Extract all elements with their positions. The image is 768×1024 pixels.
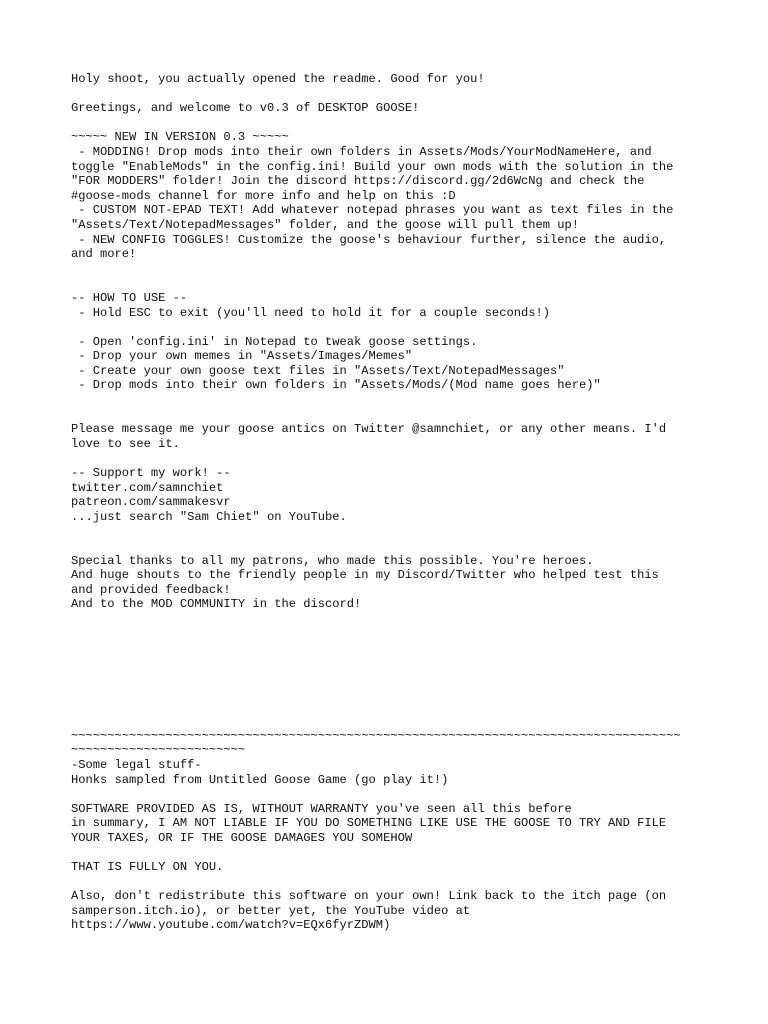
text-line [71,320,731,335]
text-line: -- HOW TO USE -- [71,290,188,305]
text-line: - MODDING! Drop mods into their own folders in Assets/Mods/YourModNameHere, and [71,144,652,159]
text-line [71,787,731,802]
text-line [71,627,731,642]
text-line: THAT IS FULLY ON YOU. [71,860,224,875]
text-line [71,641,731,656]
text-line: https://www.youtube.com/watch?v=EQx6fyrZDWM) [71,918,391,933]
text-line [71,875,731,890]
text-line: -Some legal stuff- [71,757,202,772]
text-line [71,87,731,102]
text-line: patreon.com/sammakesvr [71,495,231,510]
text-line [71,524,731,539]
text-line: ...just search "Sam Chiet" on YouTube. [71,509,347,524]
text-line: toggle "EnableMods" in the config.ini! Build your own mods with the solution in the [71,159,674,174]
text-line [71,685,731,700]
text-line: - NEW CONFIG TOGGLES! Customize the goose's behaviour further, silence the audio, [71,232,667,247]
text-line: - CUSTOM NOT-EPAD TEXT! Add whatever notepad phrases you want as text files in the [71,203,674,218]
text-line: SOFTWARE PROVIDED AS IS, WITHOUT WARRANTY you've seen all this before [71,801,572,816]
text-line [71,845,731,860]
text-line [71,262,731,277]
text-line: Special thanks to all my patrons, who made this possible. You're heroes. [71,553,594,568]
text-line: and provided feedback! [71,582,231,597]
readme-text-body [71,72,731,933]
text-line: - Drop mods into their own folders in "Assets/Mods/(Mod name goes here)" [71,378,601,393]
text-line: ~~~~~~~~~~~~~~~~~~~~~~~~ [71,743,246,758]
text-line: and more! [71,247,137,262]
text-line: "FOR MODDERS" folder! Join the discord https://discord.gg/2d6WcNg and check the [71,174,645,189]
text-line: - Drop your own memes in "Assets/Images/Memes" [71,349,413,364]
text-line: "Assets/Text/NotepadMessages" folder, and the goose will pull them up! [71,217,580,232]
text-line: #goose-mods channel for more info and help on this :D [71,188,456,203]
text-line: ~~~~~~~~~~~~~~~~~~~~~~~~~~~~~~~~~~~~~~~~~~~~~~~~~~~~~~~~~~~~~~~~~~~~~~~~~~~~~~~~~~~~ [71,728,681,743]
text-line: in summary, I AM NOT LIABLE IF YOU DO SOMETHING LIKE USE THE GOOSE TO TRY AND FILE [71,816,667,831]
text-line: twitter.com/samnchiet [71,480,224,495]
text-line: Please message me your goose antics on Twitter @samnchiet, or any other means. I'd [71,422,667,437]
text-line [71,670,731,685]
text-line [71,700,731,715]
text-line [71,116,731,131]
text-line [71,612,731,627]
text-line: -- Support my work! -- [71,466,231,481]
text-line: ~~~~~ NEW IN VERSION 0.3 ~~~~~ [71,130,289,145]
text-line: - Open 'config.ini' in Notepad to tweak goose settings. [71,334,478,349]
text-line [71,714,731,729]
text-line [71,656,731,671]
text-line: Holy shoot, you actually opened the readme. Good for you! [71,72,485,86]
text-line [71,276,731,291]
text-line: samperson.itch.io), or better yet, the YouTube video at [71,903,471,918]
text-line: YOUR TAXES, OR IF THE GOOSE DAMAGES YOU SOMEHOW [71,830,413,845]
text-line [71,393,731,408]
text-line: Honks sampled from Untitled Goose Game (go play it!) [71,772,449,787]
text-line: And huge shouts to the friendly people in my Discord/Twitter who helped test this [71,568,659,583]
text-line: And to the MOD COMMUNITY in the discord! [71,597,362,612]
text-line: Also, don't redistribute this software on your own! Link back to the itch page (on [71,889,667,904]
text-line: - Create your own goose text files in "Assets/Text/NotepadMessages" [71,363,565,378]
text-line [71,408,731,423]
text-line: - Hold ESC to exit (you'll need to hold it for a couple seconds!) [71,305,550,320]
text-line [71,451,731,466]
text-line: love to see it. [71,436,180,451]
text-line: Greetings, and welcome to v0.3 of DESKTOP GOOSE! [71,101,420,116]
text-line [71,539,731,554]
